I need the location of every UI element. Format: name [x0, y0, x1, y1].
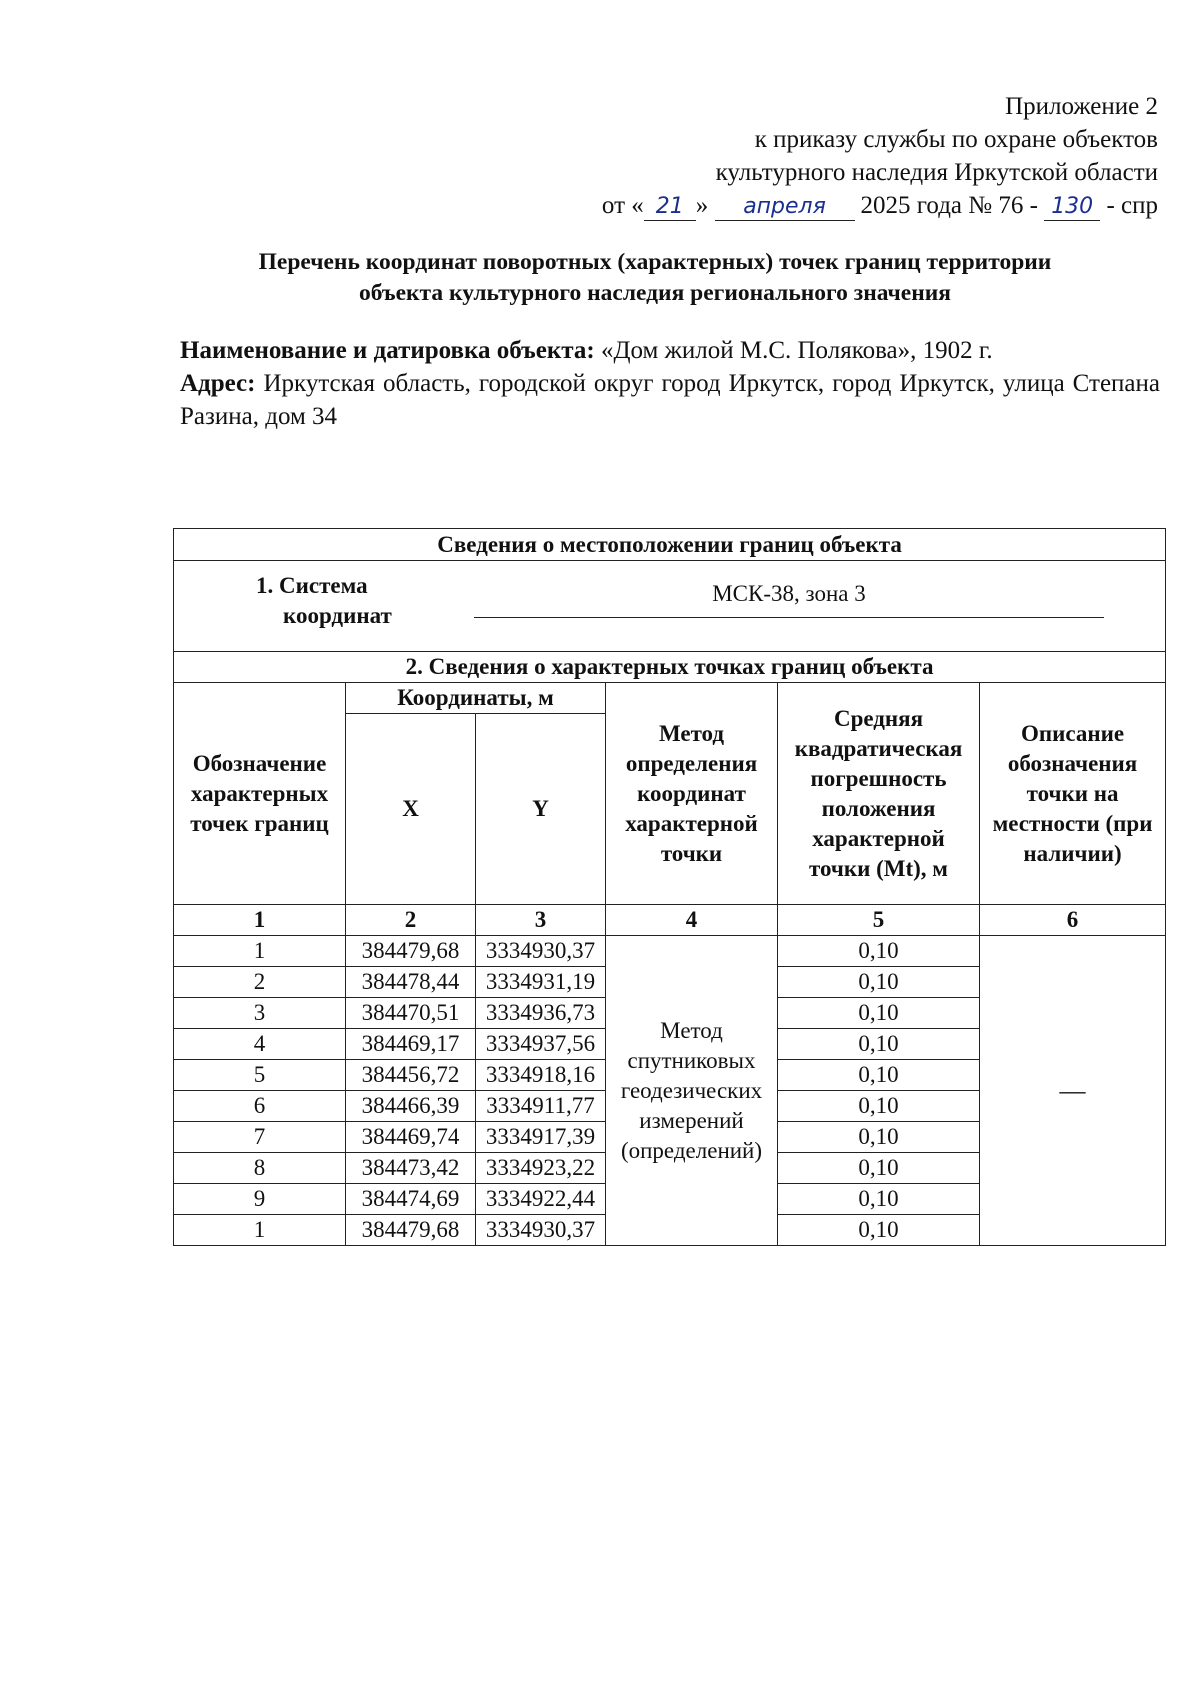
- mt-value: 0,10: [778, 1091, 980, 1122]
- point-id: 5: [174, 1060, 346, 1091]
- appendix-title: Приложение 2: [1005, 93, 1158, 120]
- point-id: 9: [174, 1184, 346, 1215]
- col-header-designation: Обозначение характерных точек границ: [174, 683, 346, 905]
- col-header-y: Y: [476, 714, 606, 905]
- mt-value: 0,10: [778, 1060, 980, 1091]
- col-header-error: Средняя квадратическая погрешность положения характерной точки (Mt), м: [778, 683, 980, 905]
- date-quote-close: »: [695, 192, 709, 219]
- point-id: 3: [174, 998, 346, 1029]
- appendix-header: [602, 90, 1158, 222]
- coord-y: 3334930,37: [476, 1215, 606, 1246]
- col-number: 6: [980, 905, 1166, 936]
- coord-x: 384469,74: [346, 1122, 476, 1153]
- date-prefix: от «: [601, 192, 644, 219]
- object-name-label: Наименование и датировка объекта:: [180, 337, 595, 364]
- col-number: 4: [606, 905, 778, 936]
- point-id: 7: [174, 1122, 346, 1153]
- boundary-table: [173, 528, 1166, 1246]
- mt-value: 0,10: [778, 1029, 980, 1060]
- col-number: 1: [174, 905, 346, 936]
- point-id: 2: [174, 967, 346, 998]
- order-suffix: - спр: [1106, 192, 1158, 219]
- section-2-header: 2. Сведения о характерных точках границ объекта: [174, 652, 1166, 683]
- date-year: 2025 года № 76 -: [860, 192, 1038, 219]
- coord-x: 384456,72: [346, 1060, 476, 1091]
- coord-y: 3334918,16: [476, 1060, 606, 1091]
- mt-value: 0,10: [778, 967, 980, 998]
- col-number: 2: [346, 905, 476, 936]
- col-number: 5: [778, 905, 980, 936]
- coordinate-system-label-line-1: 1. Система: [256, 573, 368, 598]
- col-header-x: X: [346, 714, 476, 905]
- method-cell: Метод спутниковых геодезических измерений (определений): [606, 936, 778, 1246]
- point-id: 8: [174, 1153, 346, 1184]
- col-header-coordinates: Координаты, м: [346, 683, 606, 714]
- mt-value: 0,10: [778, 1153, 980, 1184]
- coord-y: 3334917,39: [476, 1122, 606, 1153]
- coord-y: 3334937,56: [476, 1029, 606, 1060]
- coord-x: 384469,17: [346, 1029, 476, 1060]
- coord-x: 384479,68: [346, 936, 476, 967]
- description-cell: —: [980, 936, 1166, 1246]
- column-number-row: [174, 905, 1166, 936]
- coordinate-system-label: [256, 571, 392, 631]
- point-id: 4: [174, 1029, 346, 1060]
- document-title: [150, 247, 1160, 309]
- coord-y: 3334930,37: [476, 936, 606, 967]
- coord-y: 3334936,73: [476, 998, 606, 1029]
- object-address-row: [180, 367, 1160, 433]
- handwritten-month: апреля: [715, 194, 855, 221]
- object-address-label: Адрес:: [180, 370, 256, 397]
- mt-value: 0,10: [778, 998, 980, 1029]
- coord-x: 384470,51: [346, 998, 476, 1029]
- coord-y: 3334922,44: [476, 1184, 606, 1215]
- coord-x: 384478,44: [346, 967, 476, 998]
- mt-value: 0,10: [778, 1215, 980, 1246]
- title-line-2: объекта культурного наследия регионального значения: [358, 280, 952, 306]
- point-id: 1: [174, 936, 346, 967]
- object-info: [180, 334, 1160, 433]
- mt-value: 0,10: [778, 1184, 980, 1215]
- appendix-date-line: [602, 189, 1158, 222]
- col-header-method: Метод определения координат характерной точки: [606, 683, 778, 905]
- appendix-agency: культурного наследия Иркутской области: [715, 159, 1158, 186]
- handwritten-order-number: 130: [1044, 194, 1100, 221]
- point-id: 6: [174, 1091, 346, 1122]
- coord-x: 384466,39: [346, 1091, 476, 1122]
- coord-y: 3334923,22: [476, 1153, 606, 1184]
- coordinate-system-cell: [174, 561, 1166, 652]
- handwritten-day: 21: [644, 194, 696, 221]
- coord-x: 384479,68: [346, 1215, 476, 1246]
- mt-value: 0,10: [778, 936, 980, 967]
- object-name-row: [180, 334, 1160, 367]
- object-address-value: Иркутская область, городской округ город Иркутск, город Иркутск, улица Степана Разина, дом 34: [180, 370, 1161, 430]
- table-main-header: Сведения о местоположении границ объекта: [174, 529, 1166, 561]
- coord-y: 3334911,77: [476, 1091, 606, 1122]
- coord-x: 384474,69: [346, 1184, 476, 1215]
- point-id: 1: [174, 1215, 346, 1246]
- coordinate-system-label-line-2: координат: [283, 603, 392, 628]
- object-name-value: «Дом жилой М.С. Полякова», 1902 г.: [600, 337, 993, 364]
- coord-y: 3334931,19: [476, 967, 606, 998]
- coord-x: 384473,42: [346, 1153, 476, 1184]
- coordinate-system-value: МСК-38, зона 3: [474, 579, 1104, 618]
- col-number: 3: [476, 905, 606, 936]
- mt-value: 0,10: [778, 1122, 980, 1153]
- title-line-1: Перечень координат поворотных (характерных) точек границ территории: [258, 249, 1052, 275]
- table-row: [174, 936, 1166, 967]
- col-header-description: Описание обозначения точки на местности (при наличии): [980, 683, 1166, 905]
- appendix-order-ref: к приказу службы по охране объектов: [754, 126, 1158, 153]
